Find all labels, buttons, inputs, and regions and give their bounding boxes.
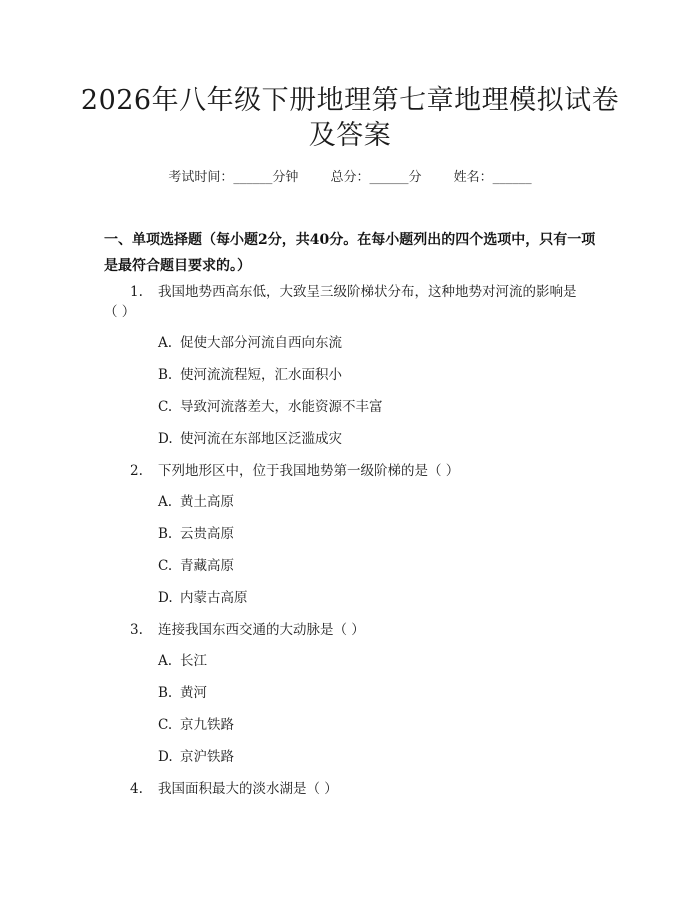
option-text: 促使大部分河流自西向东流 <box>180 335 342 351</box>
option-text: 内蒙古高原 <box>180 590 248 606</box>
option-1d <box>158 429 342 449</box>
student-name-label: 姓名： <box>453 170 493 185</box>
question-text: 下列地形区中，位于我国地势第一级阶梯的是（ ） <box>158 463 460 479</box>
question-1-continuation: （ ） <box>104 304 136 320</box>
option-letter: D. <box>158 590 173 606</box>
option-letter: A. <box>158 653 173 669</box>
question-number: 4. <box>130 781 143 797</box>
option-1a <box>158 333 342 353</box>
exam-info-row <box>0 168 700 188</box>
option-text: 黄河 <box>180 685 207 701</box>
exam-time-blank: ______分钟 <box>233 170 299 185</box>
option-3c <box>158 715 234 735</box>
option-text: 使河流流程短，汇水面积小 <box>180 367 342 383</box>
option-letter: D. <box>158 749 173 765</box>
option-text: 云贵高原 <box>180 526 234 542</box>
option-letter: B. <box>158 367 173 383</box>
option-text: 使河流在东部地区泛滥成灾 <box>180 431 342 447</box>
question-3 <box>104 620 604 640</box>
option-1b <box>158 365 342 385</box>
option-text: 京沪铁路 <box>180 749 234 765</box>
total-score-field <box>330 170 421 185</box>
option-letter: A. <box>158 494 173 510</box>
exam-time-label: 考试时间： <box>168 170 234 185</box>
section-heading-line-1: 一、单项选择题（每小题2分，共40分。在每小题列出的四个选项中，只有一项 <box>104 232 596 248</box>
option-text: 青藏高原 <box>180 558 234 574</box>
question-2 <box>104 461 604 481</box>
student-name-field <box>454 170 532 185</box>
question-number: 2. <box>130 463 143 479</box>
option-letter: B. <box>158 526 173 542</box>
option-3a <box>158 651 207 671</box>
option-letter: A. <box>158 335 173 351</box>
option-text: 黄土高原 <box>180 494 234 510</box>
exam-title-line-2: 及答案 <box>308 120 392 151</box>
question-text: 我国面积最大的淡水湖是（ ） <box>158 781 338 797</box>
question-text: 我国地势西高东低，大致呈三级阶梯状分布，这种地势对河流的影响是 <box>158 284 577 300</box>
option-2c <box>158 556 234 576</box>
question-number: 1. <box>130 284 143 300</box>
option-letter: C. <box>158 717 173 733</box>
option-text: 京九铁路 <box>180 717 234 733</box>
option-letter: D. <box>158 431 173 447</box>
option-letter: C. <box>158 399 173 415</box>
total-score-blank: ______分 <box>369 170 422 185</box>
question-4 <box>104 779 604 799</box>
question-text: 连接我国东西交通的大动脉是（ ） <box>158 622 365 638</box>
question-number: 3. <box>130 622 143 638</box>
total-score-label: 总分： <box>330 170 370 185</box>
option-text: 长江 <box>180 653 207 669</box>
exam-title-line-1: 2026年八年级下册地理第七章地理模拟试卷 <box>80 85 620 116</box>
option-letter: B. <box>158 685 173 701</box>
section-heading-line-2: 是最符合题目要求的。） <box>104 258 251 274</box>
option-2b <box>158 524 234 544</box>
option-2a <box>158 492 234 512</box>
option-2d <box>158 588 248 608</box>
option-letter: C. <box>158 558 173 574</box>
option-text: 导致河流落差大，水能资源不丰富 <box>180 399 383 415</box>
question-1 <box>104 282 604 302</box>
exam-time-field <box>168 170 298 185</box>
student-name-blank: ______ <box>492 170 532 185</box>
option-3b <box>158 683 207 703</box>
option-1c <box>158 397 383 417</box>
option-3d <box>158 747 234 767</box>
